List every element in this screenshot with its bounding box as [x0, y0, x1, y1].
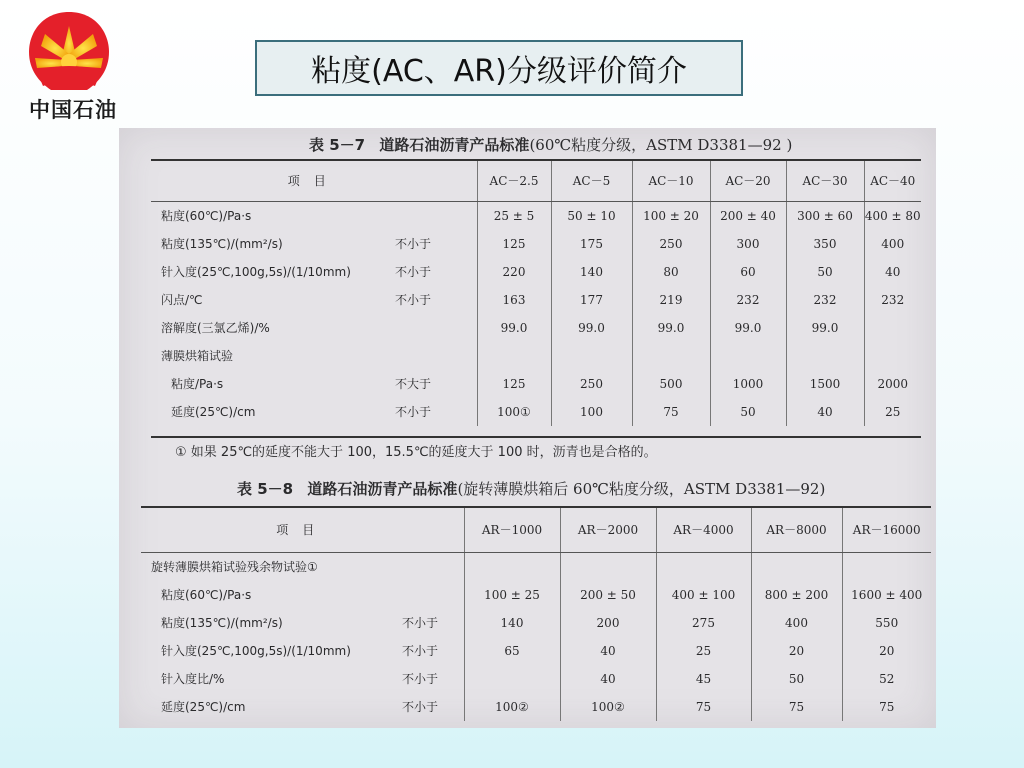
table1-footnote: ① 如果 25℃的延度不能大于 100，15.5℃的延度大于 100 时，沥青也是合格的。: [175, 445, 657, 460]
table2-caption-title: 道路石油沥青产品标准: [307, 480, 458, 498]
row-label: 粘度(60℃)/Pa·s: [161, 209, 252, 223]
row-requirement: 不小于: [402, 616, 439, 630]
table-cell: [464, 665, 560, 693]
row-requirement: 不小于: [395, 265, 432, 279]
table-row: [151, 370, 921, 398]
table-cell: 550: [842, 609, 931, 637]
table-cell: [464, 552, 560, 581]
table-cell: 75: [751, 693, 842, 721]
table-cell: 400: [864, 230, 921, 258]
table-cell: 232: [786, 286, 864, 314]
table-cell: 99.0: [551, 314, 632, 342]
row-requirement: 不小于: [402, 700, 439, 714]
table-cell: 20: [751, 637, 842, 665]
logo-text: 中国石油: [29, 98, 117, 122]
table-cell: 125: [477, 370, 551, 398]
table-cell: 50: [710, 398, 786, 426]
row-label: 延度(25℃)/cm: [161, 700, 246, 714]
table1-col-header: AC－2.5: [477, 161, 551, 201]
table2-caption: [237, 478, 825, 499]
row-requirement: 不小于: [402, 672, 439, 686]
row-label: 薄膜烘箱试验: [161, 349, 234, 363]
table-cell: 2000: [864, 370, 921, 398]
table2-caption-number: 表 5－8: [237, 480, 294, 498]
table-cell: [864, 314, 921, 342]
table-cell: 60: [710, 258, 786, 286]
table-cell: 100②: [464, 693, 560, 721]
table-cell: 350: [786, 230, 864, 258]
table-cell: 300 ± 60: [786, 201, 864, 230]
table-row: [151, 314, 921, 342]
table-cell: 400 ± 80: [864, 201, 921, 230]
table-cell: 200: [560, 609, 656, 637]
table2-header-item: 项目: [141, 508, 464, 552]
table-cell: 100②: [560, 693, 656, 721]
table-cell: 99.0: [786, 314, 864, 342]
row-requirement: [389, 201, 477, 230]
table1-col-header: AC－10: [632, 161, 710, 201]
table-cell: 25: [864, 398, 921, 426]
table-cell: 50: [751, 665, 842, 693]
table-cell: 1500: [786, 370, 864, 398]
table1-header-item: 项目: [151, 161, 477, 201]
row-requirement: 不小于: [395, 293, 432, 307]
row-requirement: 不小于: [395, 237, 432, 251]
table-cell: 100 ± 20: [632, 201, 710, 230]
table1-caption: [309, 134, 792, 155]
table-cell: 100: [551, 398, 632, 426]
table-cell: 99.0: [632, 314, 710, 342]
table-cell: 50: [786, 258, 864, 286]
table-cell: 200 ± 50: [560, 581, 656, 609]
sun-logo-icon: [23, 6, 115, 94]
table-cell: 25 ± 5: [477, 201, 551, 230]
table-cell: 75: [656, 693, 751, 721]
table-cell: 163: [477, 286, 551, 314]
table-cell: 200 ± 40: [710, 201, 786, 230]
table-row: [151, 201, 921, 230]
row-label: 延度(25℃)/cm: [171, 405, 256, 419]
table-cell: 1000: [710, 370, 786, 398]
row-label: 针入度(25℃,100g,5s)/(1/10mm): [161, 644, 351, 658]
table-cell: 250: [632, 230, 710, 258]
table1-bottom-rule: [151, 436, 921, 438]
row-label: 旋转薄膜烘箱试验残余物试验①: [151, 560, 318, 574]
table-row: [151, 258, 921, 286]
table-row: [151, 342, 921, 370]
slide-title-box: [255, 40, 743, 96]
table1-caption-subtitle: (60℃粘度分级，ASTM D3381—92 ): [529, 136, 793, 154]
table-cell: 400: [751, 609, 842, 637]
table-cell: 140: [551, 258, 632, 286]
table-cell: [560, 552, 656, 581]
row-label: 溶解度(三氯乙烯)/%: [161, 321, 270, 335]
row-requirement: [389, 342, 477, 370]
table2-col-header: AR－8000: [751, 508, 842, 552]
table-cell: 125: [477, 230, 551, 258]
table1-col-header: AC－40: [864, 161, 921, 201]
table-row: [141, 552, 931, 581]
row-requirement: [396, 581, 464, 609]
row-requirement: 不大于: [395, 377, 432, 391]
row-requirement: 不小于: [395, 405, 432, 419]
table1: [151, 161, 921, 426]
petrochina-logo: [14, 6, 124, 124]
table-cell: 177: [551, 286, 632, 314]
table-cell: 300: [710, 230, 786, 258]
table-cell: [864, 342, 921, 370]
table-cell: 250: [551, 370, 632, 398]
row-label: 粘度(135℃)/(mm²/s): [161, 616, 283, 630]
table-row: [141, 693, 931, 721]
row-requirement: 不小于: [402, 644, 439, 658]
table-cell: 80: [632, 258, 710, 286]
table-cell: 40: [786, 398, 864, 426]
book-page-image: [119, 128, 936, 728]
table-cell: [551, 342, 632, 370]
table-cell: 220: [477, 258, 551, 286]
table1-col-header: AC－5: [551, 161, 632, 201]
table-cell: 175: [551, 230, 632, 258]
table-cell: 45: [656, 665, 751, 693]
row-label: 粘度/Pa·s: [171, 377, 224, 391]
table2: [141, 508, 931, 721]
table-cell: 20: [842, 637, 931, 665]
table-cell: 800 ± 200: [751, 581, 842, 609]
table-row: [141, 665, 931, 693]
table-row: [151, 398, 921, 426]
slide-title: 粘度(AC、AR)分级评价简介: [311, 54, 687, 89]
table-cell: [751, 552, 842, 581]
table-cell: 40: [560, 637, 656, 665]
table2-col-header: AR－2000: [560, 508, 656, 552]
table1-caption-title: 道路石油沥青产品标准: [379, 136, 530, 154]
table-cell: 40: [560, 665, 656, 693]
table-cell: 75: [842, 693, 931, 721]
table2-col-header: AR－4000: [656, 508, 751, 552]
table-cell: 65: [464, 637, 560, 665]
table-cell: 400 ± 100: [656, 581, 751, 609]
table1-caption-number: 表 5－7: [309, 136, 366, 154]
table-cell: 275: [656, 609, 751, 637]
table-cell: 50 ± 10: [551, 201, 632, 230]
table-cell: 232: [710, 286, 786, 314]
table-cell: 99.0: [477, 314, 551, 342]
table-cell: 75: [632, 398, 710, 426]
table-cell: 100①: [477, 398, 551, 426]
table-cell: [786, 342, 864, 370]
table2-col-header: AR－1000: [464, 508, 560, 552]
table1-col-header: AC－20: [710, 161, 786, 201]
table-cell: [477, 342, 551, 370]
table-cell: 500: [632, 370, 710, 398]
row-label: 针入度比/%: [161, 672, 225, 686]
row-label: 粘度(60℃)/Pa·s: [161, 588, 252, 602]
table-cell: 219: [632, 286, 710, 314]
table-cell: [710, 342, 786, 370]
table-cell: 100 ± 25: [464, 581, 560, 609]
table-cell: 99.0: [710, 314, 786, 342]
row-label: 粘度(135℃)/(mm²/s): [161, 237, 283, 251]
table-cell: 1600 ± 400: [842, 581, 931, 609]
row-requirement: [389, 314, 477, 342]
table1-col-header: AC－30: [786, 161, 864, 201]
row-label: 闪点/℃: [161, 293, 203, 307]
table-cell: 232: [864, 286, 921, 314]
table2-caption-subtitle: (旋转薄膜烘箱后 60℃粘度分级，ASTM D3381—92): [457, 480, 826, 498]
table-cell: [632, 342, 710, 370]
table2-col-header: AR－16000: [842, 508, 931, 552]
table-row: [141, 609, 931, 637]
row-label: 针入度(25℃,100g,5s)/(1/10mm): [161, 265, 351, 279]
table-cell: 52: [842, 665, 931, 693]
table-row: [151, 230, 921, 258]
table-cell: 140: [464, 609, 560, 637]
table-row: [141, 637, 931, 665]
table-row: [151, 286, 921, 314]
table-cell: 25: [656, 637, 751, 665]
table-cell: [842, 552, 931, 581]
table-cell: [656, 552, 751, 581]
table-row: [141, 581, 931, 609]
table-cell: 40: [864, 258, 921, 286]
